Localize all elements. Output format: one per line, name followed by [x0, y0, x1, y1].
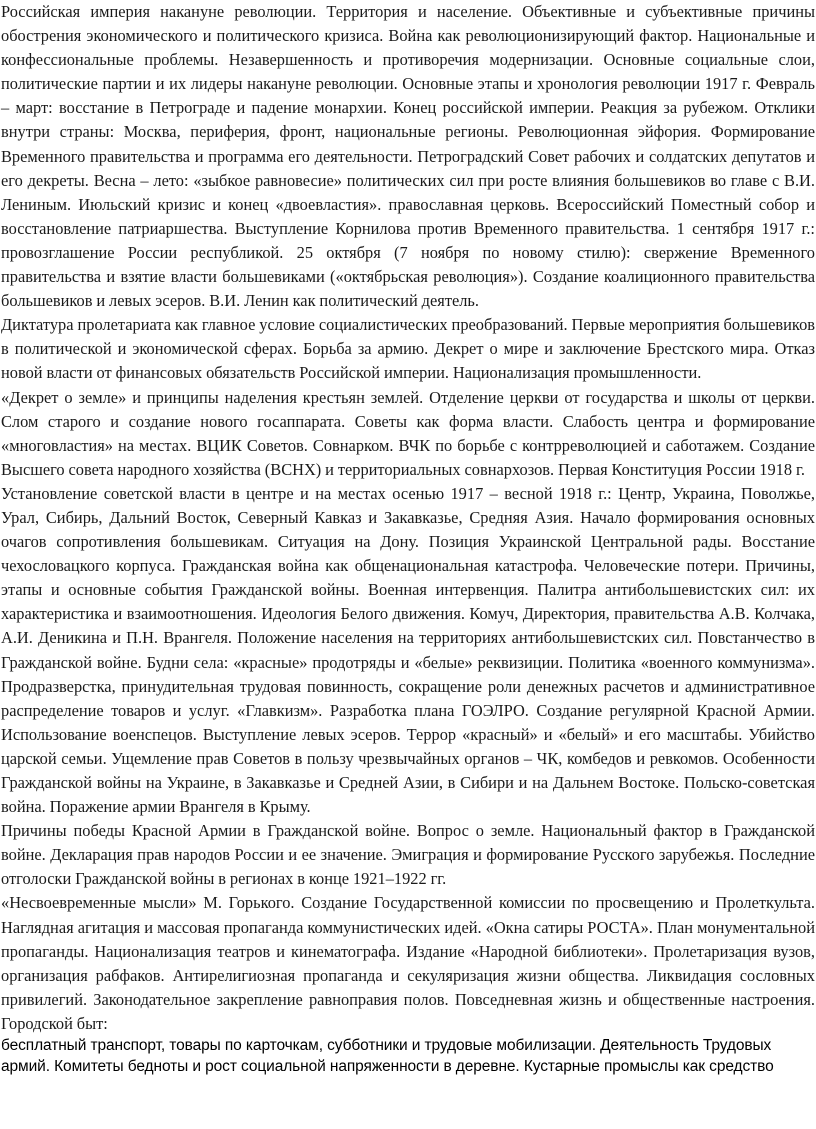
paragraph-decree-on-land: «Декрет о земле» и принципы наделения крестьян землей. Отделение церкви от государства и школы от церкви. Слом старого и создание нового госаппарата. Советы как форма власти. Слабость центра и формирование «многовластия» на местах. ВЦИК Советов. Совнарком. ВЧК по борьбе с контрреволюцией и саботажем. Создание Высшего совета народного хозяйства (ВСНХ) и территориальных совнархозов. Первая Конституция России 1918 г.	[1, 387, 815, 479]
paragraph-dictatorship: Диктатура пролетариата как главное условие социалистических преобразований. Первые мероприятия большевиков в политической и экономической сферах. Борьба за армию. Декрет о мире и заключение Брестского мира. Отказ новой власти от финансовых обязательств Российской империи. Национализация промышленности.	[1, 315, 815, 383]
paragraph-revolution-1917: Российская империя накануне революции. Территория и население. Объективные и субъективные причины обострения экономического и политического кризиса. Война как революционизирующий фактор. Национальные и конфессиональные проблемы. Незавершенность и противоречия модернизации. Основные социальные слои, политические партии и их лидеры накануне революции. Основные этапы и хронология революции 1917 г. Февраль – март: восстание в Петрограде и падение монархии. Конец российской империи. Реакция за рубежом. Отклики внутри страны: Москва, периферия, фронт, национальные регионы. Революционная эйфория. Формирование Временного правительства и программа его деятельности. Петроградский Совет рабочих и солдатских депутатов и его декреты. Весна – лето: «зыбкое равновесие» политических сил при росте влияния большевиков во главе с В.И. Лениным. Июльский кризис и конец «двоевластия». православная церковь. Всероссийский Поместный собор и восстановление патриаршества. Выступление Корнилова против Временного правительства. 1 сентября 1917 г.: провозглашение России республикой. 25 октября (7 ноября по новому стилю): свержение Временного правительства и взятие власти большевиками («октябрьская революция»). Создание коалиционного правительства большевиков и левых эсеров. В.И. Ленин как политический деятель.	[1, 2, 815, 311]
document-page	[1, 0, 815, 1077]
paragraph-civil-war: Установление советской власти в центре и на местах осенью 1917 – весной 1918 г.: Центр, Украина, Поволжье, Урал, Сибирь, Дальний Восток, Северный Кавказ и Закавказье, Средняя Азия. Начало формирования основных очагов сопротивления большевикам. Ситуация на Дону. Позиция Украинской Центральной рады. Восстание чехословацкого корпуса. Гражданская война как общенациональная катастрофа. Человеческие потери. Причины, этапы и основные события Гражданской войны. Военная интервенция. Палитра антибольшевистских сил: их характеристика и взаимоотношения. Идеология Белого движения. Комуч, Директория, правительства А.В. Колчака, А.И. Деникина и П.Н. Врангеля. Положение населения на территориях антибольшевистских сил. Повстанчество в Гражданской войне. Будни села: «красные» продотряды и «белые» реквизиции. Политика «военного коммунизма». Продразверстка, принудительная трудовая повинность, сокращение роли денежных расчетов и административное распределение товаров и услуг. «Главкизм». Разработка плана ГОЭЛРО. Создание регулярной Красной Армии. Использование военспецов. Выступление левых эсеров. Террор «красный» и «белый» и его масштабы. Убийство царской семьи. Ущемление прав Советов в пользу чрезвычайных органов – ЧК, комбедов и ревкомов. Особенности Гражданской войны на Украине, в Закавказье и Средней Азии, в Сибири и на Дальнем Востоке. Польско-советская война. Поражение армии Врангеля в Крыму.	[1, 483, 815, 817]
paragraph-culture: «Несвоевременные мысли» М. Горького. Создание Государственной комиссии по просвещению и Пролеткульта. Наглядная агитация и массовая пропаганда коммунистических идей. «Окна сатиры РОСТА». План монументальной пропаганды. Национализация театров и кинематографа. Издание «Народной библиотеки». Пролетаризация вузов, организация рабфаков. Антирелигиозная пропаганда и секуляризация жизни общества. Ликвидация сословных привилегий. Законодательное закрепление равноправия полов. Повседневная жизнь и общественные настроения. Городской быт:	[1, 893, 815, 1033]
paragraph-everyday-life: бесплатный транспорт, товары по карточкам, субботники и трудовые мобилизации. Деятельность Трудовых армий. Комитеты бедноты и рост социальной напряженности в деревне. Кустарные промыслы как средство	[1, 1037, 774, 1075]
paragraph-victory-reasons: Причины победы Красной Армии в Гражданской войне. Вопрос о земле. Национальный фактор в Гражданской войне. Декларация прав народов России и ее значение. Эмиграция и формирование Русского зарубежья. Последние отголоски Гражданской войны в регионах в конце 1921–1922 гг.	[1, 821, 815, 889]
